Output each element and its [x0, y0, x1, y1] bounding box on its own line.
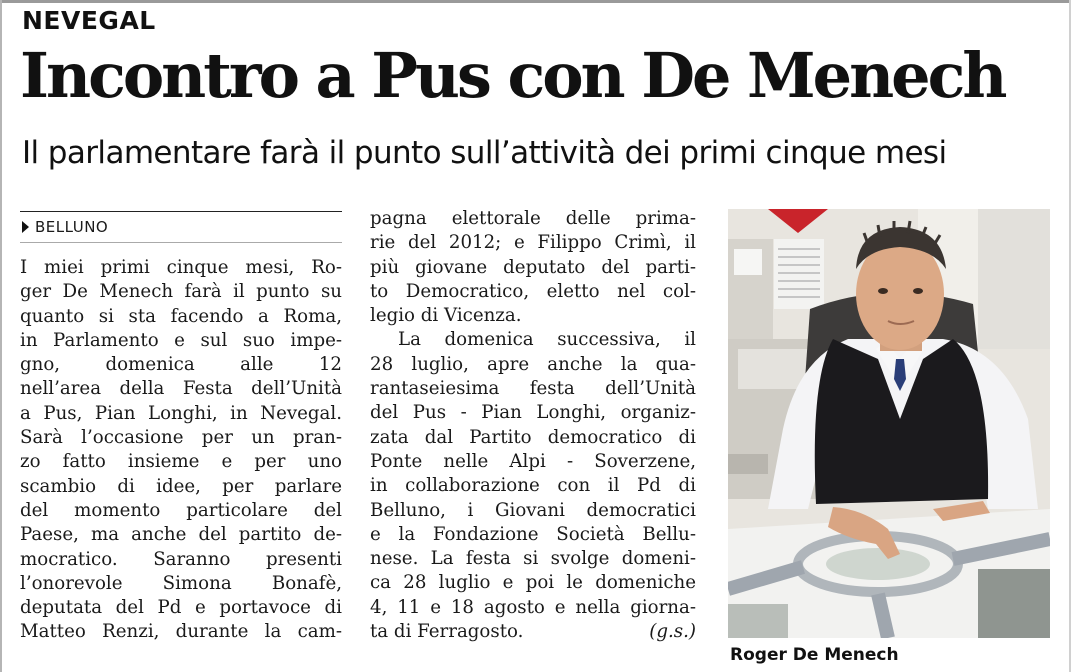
text-line: nese. La festa si svolge domeni- [370, 548, 696, 570]
text-line: legio di Vicenza. [370, 305, 522, 327]
text-line: gno, domenica alle 12 [20, 354, 342, 376]
text-line: in Parlamento e sul suo impe- [20, 329, 342, 351]
text-line: rantaseiesima festa dell’Unità [370, 378, 696, 400]
text-line: pagna elettorale delle prima- [370, 208, 696, 229]
text-line: La domenica successiva, il [398, 329, 696, 351]
subheadline: Il parlamentare farà il punto sull’attività dei primi cinque mesi [22, 135, 947, 171]
author-initials: (g.s.) [649, 621, 696, 643]
text-line [370, 620, 696, 644]
text-line: ca 28 luglio e poi le domeniche [370, 572, 696, 594]
text-line: 4, 11 e 18 agosto e nella giorna- [370, 596, 696, 618]
text-line: mocratico. Saranno presenti [20, 548, 342, 570]
text-line: ger De Menech farà il punto su [20, 281, 342, 303]
text-line: a Pus, Pian Longhi, in Nevegal. [20, 402, 342, 424]
text-line: 28 luglio, apre anche la qua- [370, 353, 696, 375]
text-line: in collaborazione con il Pd di [370, 475, 696, 497]
text-line: Paese, ma anche del partito de- [20, 524, 342, 546]
text-line: Belluno, i Giovani democratici [370, 499, 696, 521]
text-line: zo fatto insieme e per uno [20, 451, 342, 473]
text-line: del momento particolare del [20, 499, 342, 521]
text-line: Ponte nelle Alpi - Soverzene, [370, 450, 696, 472]
text-line: zata dal Partito democratico di [370, 426, 696, 448]
text-line: l’onorevole Simona Bonafè, [20, 572, 342, 594]
text-line: e la Fondazione Società Bellu- [370, 523, 696, 545]
headline: Incontro a Pus con De Menech [20, 39, 1005, 112]
photo-caption: Roger De Menech [730, 645, 899, 665]
text-line: rie del 2012; e Filippo Crimì, il [370, 232, 696, 254]
section-tag [20, 211, 342, 243]
text-line: deputata del Pd e portavoce di [20, 597, 342, 619]
text-line: nell’area della Festa dell’Unità [20, 378, 342, 400]
text-line: Matteo Renzi, durante la cam- [20, 621, 342, 643]
page-border-left [0, 0, 2, 672]
text-line: Sarà l’occasione per un pran- [20, 427, 342, 449]
text-line: più giovane deputato del parti- [370, 256, 696, 278]
text-line: scambio di idee, per parlare [20, 475, 342, 497]
photo-portrait [728, 209, 1050, 638]
text-line-final: ta di Ferragosto. [370, 621, 524, 643]
article-column-1 [20, 256, 342, 645]
text-line: quanto si sta facendo a Roma, [20, 305, 342, 327]
kicker: NEVEGAL [22, 6, 156, 35]
page-border [0, 0, 1071, 3]
text-line: I miei primi cinque mesi, Ro- [20, 257, 342, 278]
article-column-2 [370, 207, 696, 644]
section-label: BELLUNO [35, 218, 109, 236]
text-line: del Pus - Pian Longhi, organiz- [370, 402, 696, 424]
triangle-bullet-icon [22, 221, 29, 233]
text-line: to Democratico, eletto nel col- [370, 280, 696, 302]
photo-illustration [728, 209, 1050, 638]
